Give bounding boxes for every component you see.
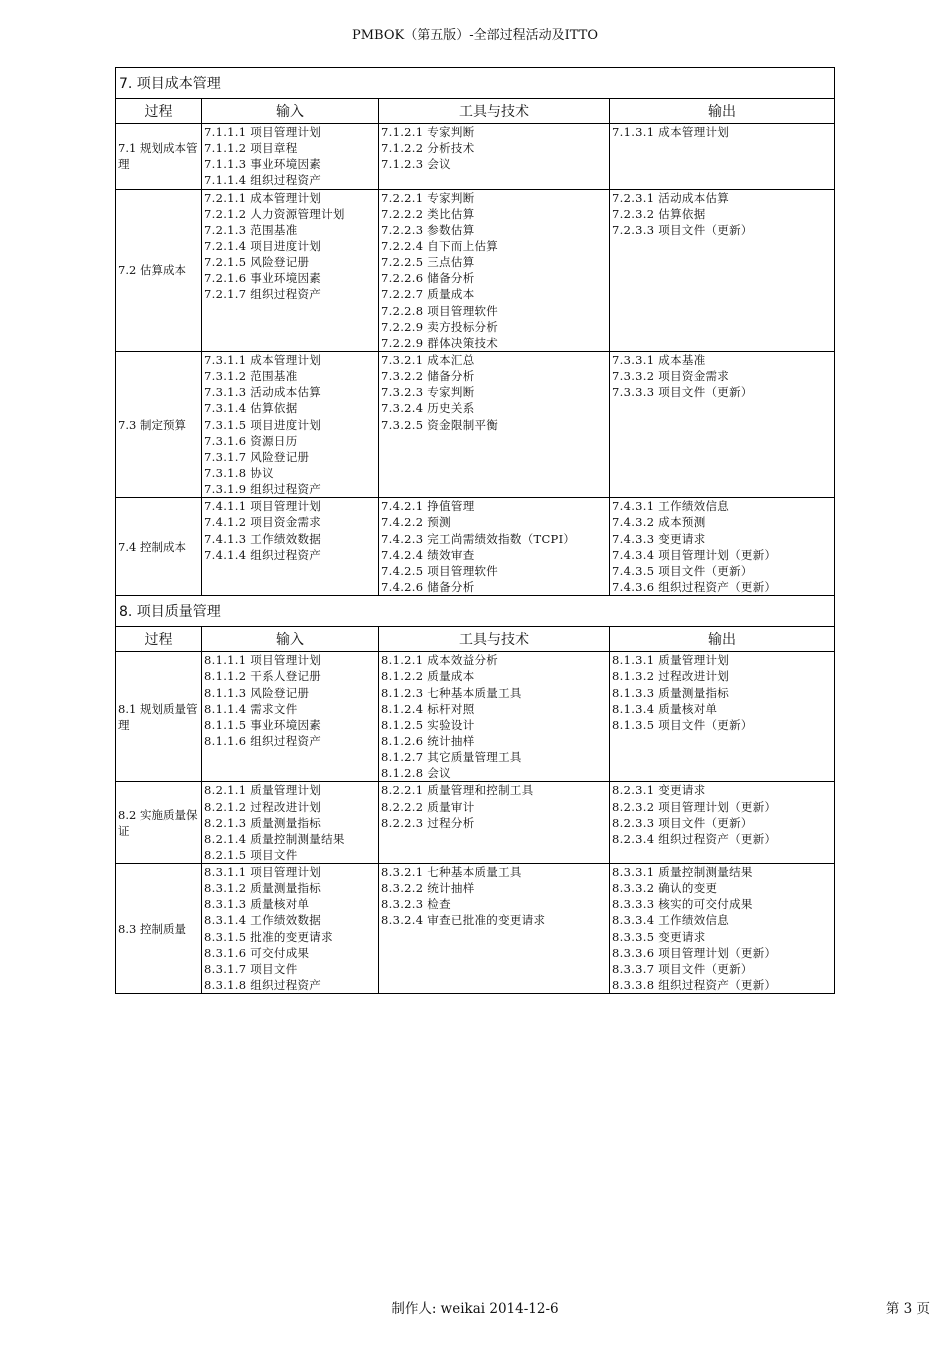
output-list xyxy=(610,498,835,596)
list-item: 7.4.2.3 完工尚需绩效指数（TCPI） xyxy=(381,531,576,546)
output-list xyxy=(610,864,835,994)
process-row xyxy=(116,652,835,782)
list-item: 7.1.3.1 成本管理计划 xyxy=(612,125,730,139)
input-list xyxy=(202,652,379,782)
list-item: 8.1.3.3 质量测量指标 xyxy=(612,685,730,700)
itto-table xyxy=(115,67,835,994)
list-item: 7.4.2.4 绩效审查 xyxy=(381,547,475,562)
list-item: 7.2.1.4 项目进度计划 xyxy=(204,238,322,253)
process-name: 8.3 控制质量 xyxy=(116,864,202,994)
list-item: 8.3.1.2 质量测量指标 xyxy=(204,881,322,896)
list-item: 7.2.2.7 质量成本 xyxy=(381,287,475,302)
list-item: 7.3.2.3 专家判断 xyxy=(381,385,475,400)
process-name: 8.2 实施质量保证 xyxy=(116,782,202,864)
output-list xyxy=(610,782,835,864)
list-item: 8.2.1.5 项目文件 xyxy=(204,847,298,862)
list-item: 7.2.2.6 储备分析 xyxy=(381,271,475,286)
list-item: 8.1.2.1 成本效益分析 xyxy=(381,653,499,668)
list-item: 7.1.2.1 专家判断 xyxy=(381,125,475,139)
list-item: 8.2.1.4 质量控制测量结果 xyxy=(204,831,345,846)
list-item: 7.3.1.6 资源日历 xyxy=(204,433,298,448)
section-title-row xyxy=(116,68,835,99)
list-item: 7.3.1.1 成本管理计划 xyxy=(204,352,322,367)
list-item: 7.1.1.1 项目管理计划 xyxy=(204,125,322,139)
list-item: 7.3.2.5 资金限制平衡 xyxy=(381,417,499,432)
list-item: 7.3.1.7 风险登记册 xyxy=(204,449,310,464)
list-item: 8.3.1.8 组织过程资产 xyxy=(204,978,322,993)
list-item: 7.2.2.3 参数估算 xyxy=(381,222,475,237)
column-header-input: 输入 xyxy=(202,99,379,124)
list-item: 8.2.3.2 项目管理计划（更新） xyxy=(612,799,777,814)
list-item: 8.3.1.5 批准的变更请求 xyxy=(204,929,333,944)
output-list xyxy=(610,124,835,190)
list-item: 8.3.1.1 项目管理计划 xyxy=(204,865,322,880)
column-header-input: 输入 xyxy=(202,627,379,652)
column-header-process: 过程 xyxy=(116,627,202,652)
list-item: 8.1.2.7 其它质量管理工具 xyxy=(381,750,522,765)
list-item: 8.3.1.6 可交付成果 xyxy=(204,945,310,960)
list-item: 7.2.2.8 项目管理软件 xyxy=(381,303,499,318)
list-item: 7.4.2.1 挣值管理 xyxy=(381,499,475,514)
column-header-row xyxy=(116,99,835,124)
list-item: 7.4.3.2 成本预测 xyxy=(612,515,706,530)
list-item: 7.3.1.8 协议 xyxy=(204,465,274,480)
tools-list xyxy=(379,864,610,994)
list-item: 8.1.1.4 需求文件 xyxy=(204,701,298,716)
list-item: 7.2.2.2 类比估算 xyxy=(381,206,475,221)
list-item: 8.3.2.2 统计抽样 xyxy=(381,881,475,896)
list-item: 8.3.1.4 工作绩效数据 xyxy=(204,913,322,928)
list-item: 8.2.1.1 质量管理计划 xyxy=(204,783,322,798)
input-list xyxy=(202,124,379,190)
list-item: 7.2.3.2 估算依据 xyxy=(612,206,706,221)
list-item: 8.1.2.3 七种基本质量工具 xyxy=(381,685,522,700)
list-item: 7.2.1.7 组织过程资产 xyxy=(204,287,322,302)
process-name: 7.3 制定预算 xyxy=(116,351,202,497)
output-list xyxy=(610,351,835,497)
list-item: 7.2.2.1 专家判断 xyxy=(381,190,475,205)
input-list xyxy=(202,189,379,351)
list-item: 8.3.3.6 项目管理计划（更新） xyxy=(612,945,777,960)
list-item: 8.3.2.1 七种基本质量工具 xyxy=(381,865,522,880)
list-item: 7.1.1.3 事业环境因素 xyxy=(204,157,322,172)
list-item: 7.1.1.4 组织过程资产 xyxy=(204,173,322,188)
process-name: 8.1 规划质量管理 xyxy=(116,652,202,782)
section-title-row xyxy=(116,596,835,627)
list-item: 7.3.2.1 成本汇总 xyxy=(381,352,475,367)
list-item: 8.2.3.3 项目文件（更新） xyxy=(612,815,753,830)
list-item: 7.1.2.2 分析技术 xyxy=(381,141,475,156)
list-item: 8.2.2.2 质量审计 xyxy=(381,799,475,814)
list-item: 7.3.3.3 项目文件（更新） xyxy=(612,385,753,400)
column-header-tools: 工具与技术 xyxy=(379,99,610,124)
list-item: 7.3.1.5 项目进度计划 xyxy=(204,417,322,432)
section-title: 8. 项目质量管理 xyxy=(116,596,835,627)
list-item: 7.4.2.6 储备分析 xyxy=(381,579,475,594)
list-item: 8.3.1.3 质量核对单 xyxy=(204,897,310,912)
list-item: 7.3.1.9 组织过程资产 xyxy=(204,482,322,497)
list-item: 7.4.3.1 工作绩效信息 xyxy=(612,499,730,514)
process-row xyxy=(116,864,835,994)
page-number: 第 3 页 xyxy=(885,1301,930,1317)
list-item: 7.2.1.1 成本管理计划 xyxy=(204,190,322,205)
page-header-title: PMBOK（第五版）-全部过程活动及ITTO xyxy=(352,28,598,43)
list-item: 8.1.2.8 会议 xyxy=(381,766,451,781)
output-list xyxy=(610,652,835,782)
list-item: 8.1.2.2 质量成本 xyxy=(381,669,475,684)
output-list xyxy=(610,189,835,351)
list-item: 7.3.1.4 估算依据 xyxy=(204,401,298,416)
list-item: 7.2.2.9 群体决策技术 xyxy=(381,335,499,350)
tools-list xyxy=(379,189,610,351)
list-item: 8.3.2.3 检查 xyxy=(381,897,451,912)
list-item: 7.2.3.1 活动成本估算 xyxy=(612,190,730,205)
list-item: 8.3.3.5 变更请求 xyxy=(612,929,706,944)
list-item: 7.4.1.3 工作绩效数据 xyxy=(204,531,322,546)
input-list xyxy=(202,864,379,994)
list-item: 8.3.3.2 确认的变更 xyxy=(612,881,718,896)
list-item: 7.4.3.6 组织过程资产（更新） xyxy=(612,579,777,594)
list-item: 7.1.2.3 会议 xyxy=(381,157,451,172)
list-item: 7.2.1.5 风险登记册 xyxy=(204,255,310,270)
list-item: 8.1.1.6 组织过程资产 xyxy=(204,733,322,748)
list-item: 7.2.2.4 自下而上估算 xyxy=(381,238,499,253)
list-item: 8.1.3.5 项目文件（更新） xyxy=(612,717,753,732)
process-row xyxy=(116,189,835,351)
list-item: 8.2.1.3 质量测量指标 xyxy=(204,815,322,830)
process-row xyxy=(116,351,835,497)
list-item: 7.4.3.5 项目文件（更新） xyxy=(612,563,753,578)
footer-author: 制作人: weikai 2014-12-6 xyxy=(391,1301,559,1317)
list-item: 7.2.2.5 三点估算 xyxy=(381,255,475,270)
list-item: 7.1.1.2 项目章程 xyxy=(204,141,298,156)
input-list xyxy=(202,782,379,864)
tools-list xyxy=(379,351,610,497)
list-item: 7.4.2.5 项目管理软件 xyxy=(381,563,499,578)
list-item: 7.2.2.9 卖方投标分析 xyxy=(381,319,499,334)
list-item: 7.3.2.2 储备分析 xyxy=(381,369,475,384)
tools-list xyxy=(379,782,610,864)
list-item: 8.1.2.6 统计抽样 xyxy=(381,733,475,748)
list-item: 7.2.3.3 项目文件（更新） xyxy=(612,222,753,237)
column-header-process: 过程 xyxy=(116,99,202,124)
list-item: 8.1.1.1 项目管理计划 xyxy=(204,653,322,668)
list-item: 8.2.3.4 组织过程资产（更新） xyxy=(612,831,777,846)
list-item: 8.3.3.4 工作绩效信息 xyxy=(612,913,730,928)
process-name: 7.2 估算成本 xyxy=(116,189,202,351)
list-item: 7.3.3.2 项目资金需求 xyxy=(612,369,730,384)
list-item: 7.3.2.4 历史关系 xyxy=(381,401,475,416)
list-item: 7.2.1.3 范围基准 xyxy=(204,222,298,237)
process-name: 7.1 规划成本管理 xyxy=(116,124,202,190)
list-item: 8.1.3.2 过程改进计划 xyxy=(612,669,730,684)
input-list xyxy=(202,351,379,497)
column-header-output: 输出 xyxy=(610,627,835,652)
list-item: 8.1.3.1 质量管理计划 xyxy=(612,653,730,668)
process-row xyxy=(116,782,835,864)
list-item: 7.3.1.2 范围基准 xyxy=(204,369,298,384)
list-item: 7.3.3.1 成本基准 xyxy=(612,352,706,367)
list-item: 8.1.3.4 质量核对单 xyxy=(612,701,718,716)
process-name: 7.4 控制成本 xyxy=(116,498,202,596)
list-item: 8.1.1.2 干系人登记册 xyxy=(204,669,322,684)
column-header-output: 输出 xyxy=(610,99,835,124)
list-item: 7.4.1.2 项目资金需求 xyxy=(204,515,322,530)
list-item: 8.1.2.4 标杆对照 xyxy=(381,701,475,716)
list-item: 8.3.3.3 核实的可交付成果 xyxy=(612,897,753,912)
list-item: 7.2.1.6 事业环境因素 xyxy=(204,271,322,286)
process-row xyxy=(116,124,835,190)
column-header-row xyxy=(116,627,835,652)
list-item: 7.4.3.3 变更请求 xyxy=(612,531,706,546)
tools-list xyxy=(379,498,610,596)
input-list xyxy=(202,498,379,596)
list-item: 7.4.1.4 组织过程资产 xyxy=(204,547,322,562)
column-header-tools: 工具与技术 xyxy=(379,627,610,652)
list-item: 8.1.2.5 实验设计 xyxy=(381,717,475,732)
section-title: 7. 项目成本管理 xyxy=(116,68,835,99)
list-item: 8.1.1.3 风险登记册 xyxy=(204,685,310,700)
list-item: 7.4.3.4 项目管理计划（更新） xyxy=(612,547,777,562)
tools-list xyxy=(379,652,610,782)
list-item: 8.2.3.1 变更请求 xyxy=(612,783,706,798)
list-item: 7.4.2.2 预测 xyxy=(381,515,451,530)
list-item: 8.1.1.5 事业环境因素 xyxy=(204,717,322,732)
list-item: 7.4.1.1 项目管理计划 xyxy=(204,499,322,514)
list-item: 8.2.1.2 过程改进计划 xyxy=(204,799,322,814)
list-item: 7.2.1.2 人力资源管理计划 xyxy=(204,206,345,221)
list-item: 8.3.1.7 项目文件 xyxy=(204,961,298,976)
list-item: 7.3.1.3 活动成本估算 xyxy=(204,385,322,400)
list-item: 8.3.3.7 项目文件（更新） xyxy=(612,961,753,976)
list-item: 8.3.3.8 组织过程资产（更新） xyxy=(612,978,777,993)
process-row xyxy=(116,498,835,596)
tools-list xyxy=(379,124,610,190)
list-item: 8.3.3.1 质量控制测量结果 xyxy=(612,865,753,880)
list-item: 8.2.2.1 质量管理和控制工具 xyxy=(381,783,534,798)
list-item: 8.2.2.3 过程分析 xyxy=(381,815,475,830)
list-item: 8.3.2.4 审查已批准的变更请求 xyxy=(381,913,546,928)
